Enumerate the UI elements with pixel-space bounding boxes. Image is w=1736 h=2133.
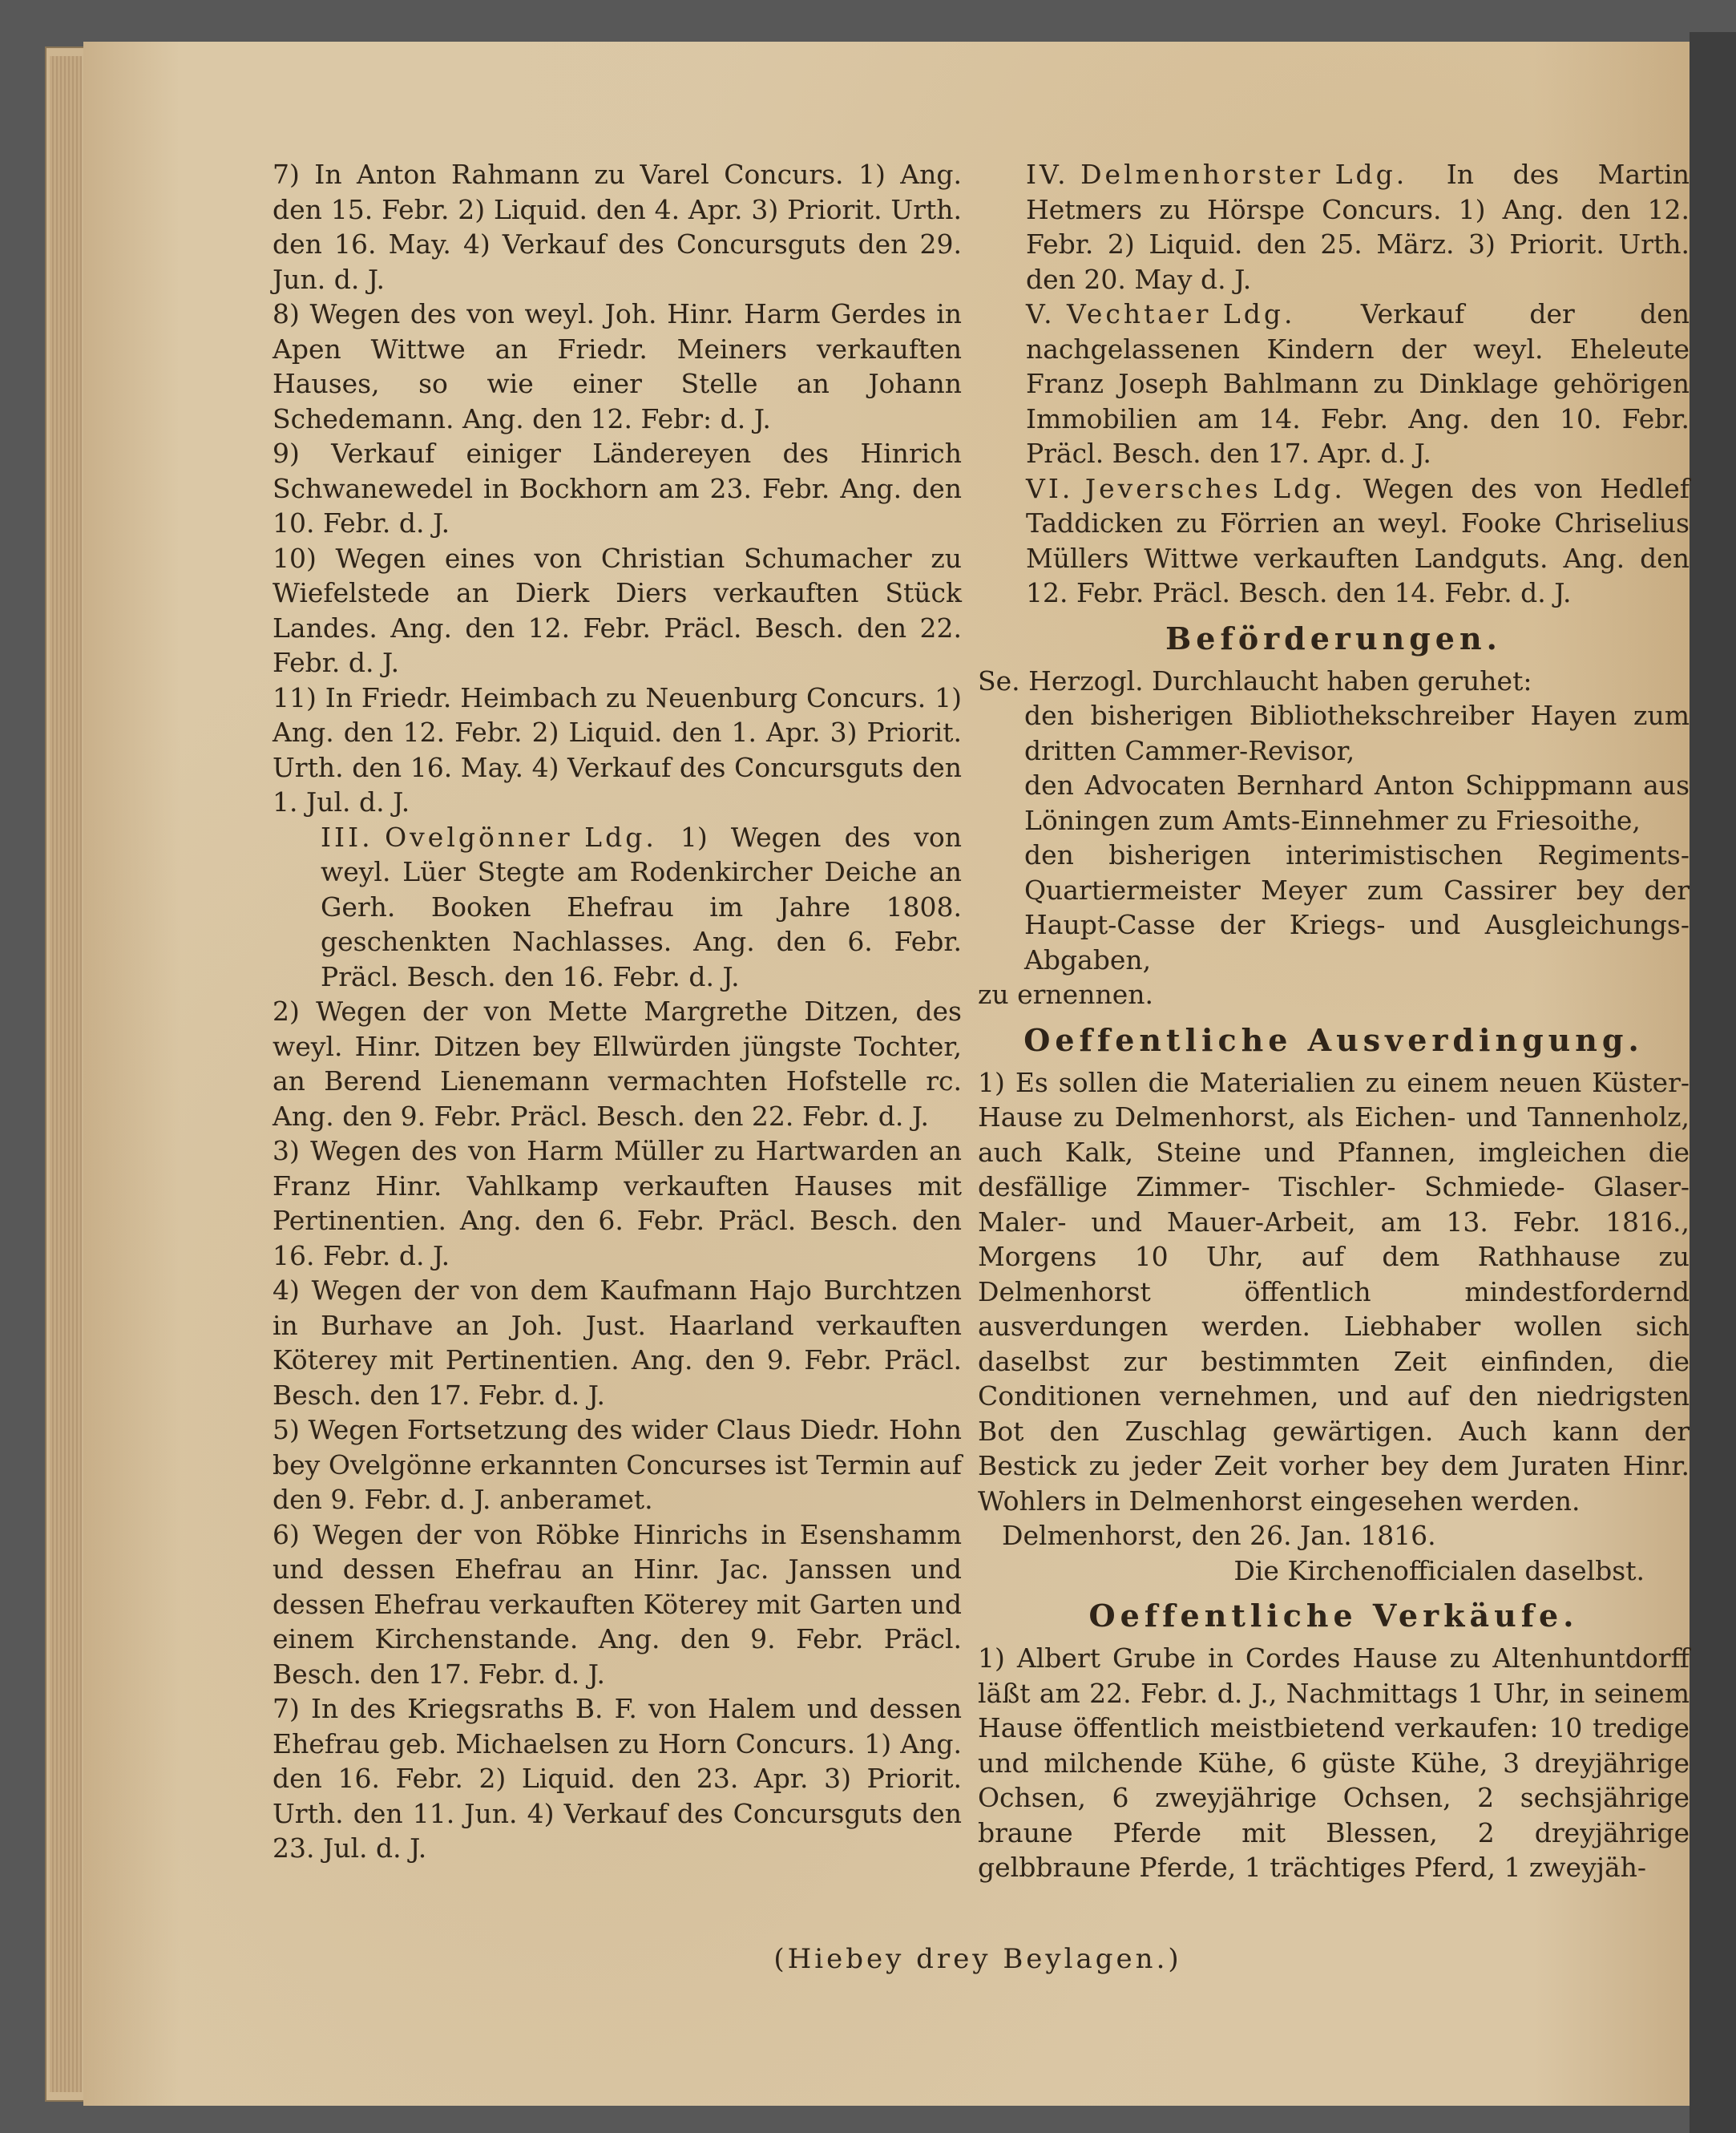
paragraph: 2) Wegen der von Mette Margrethe Ditzen, des weyl. Hinr. Ditzen bey Ellwürden jüngste Tochter, an Berend Lienemann vermachten Hofstelle rc. Ang. den 9. Febr. Präcl. Besch. den 22. Febr. d. J. [273,996,962,1132]
promotion-item: den bisherigen interimistischen Regiments-Quartiermeister Meyer zum Cassirer bey der Haupt-Casse der Kriegs- und Ausgleichungs-Abgaben, [1024,839,1690,976]
paragraph: 10) Wegen eines von Christian Schumacher zu Wiefelstede an Dierk Diers verkauften Stück Landes. Ang. den 12. Febr. Präcl. Besch. den 22. Febr. d. J. [273,542,962,678]
section-heading-sales: Oeffentliche Verkäufe. [1088,1598,1579,1634]
district-label: VI. Jeversches Ldg. [1026,472,1346,504]
left-column [273,157,962,1866]
promotion-item: den Advocaten Bernhard Anton Schippmann aus Löningen zum Amts-Einnehmer zu Friesoithe, [1024,770,1690,836]
paragraph: 6) Wegen der von Röbke Hinrichs in Esenshamm und dessen Ehefrau an Hinr. Jac. Janssen und dessen Ehefrau verkauften Köterey mit Garten und einem Kirchenstande. Ang. den 9. Febr. Präcl. Besch. den 17. Febr. d. J. [273,1518,962,1690]
paragraph: 3) Wegen des von Harm Müller zu Hartwarden an Franz Hinr. Vahlkamp verkauften Hauses mit Pertinentien. Ang. den 6. Febr. Präcl. Besch. den 16. Febr. d. J. [273,1135,962,1271]
footer-note: (Hiebey drey Beylagen.) [773,1943,1182,1975]
paragraph: 4) Wegen der von dem Kaufmann Hajo Burchtzen in Burhave an Joh. Just. Haarland verkauften Köterey mit Pertinentien. Ang. den 9. Febr. Präcl. Besch. den 17. Febr. d. J. [273,1275,962,1411]
paragraph-text: Verkauf der den nachgelassenen Kindern der weyl. Eheleute Franz Joseph Bahlmann zu Dinklage gehörigen Immobilien am 14. Febr. Ang. den 10. Febr. Präcl. Besch. den 17. Apr. d. J. [1026,298,1690,469]
tender-date: Delmenhorst, den 26. Jan. 1816. [1002,1520,1436,1551]
tender-signature: Die Kirchenofficialen daselbst. [1233,1554,1645,1586]
district-label: IV. Delmenhorster Ldg. [1026,159,1408,190]
paragraph: 9) Verkauf einiger Ländereyen des Hinrich Schwanewedel in Bockhorn am 23. Febr. Ang. den 10. Febr. d. J. [273,438,962,539]
paragraph: 11) In Friedr. Heimbach zu Neuenburg Concurs. 1) Ang. den 12. Febr. 2) Liquid. den 1. Apr. 3) Priorit. Urth. den 16. May. 4) Verkauf des Concursguts den 1. Jul. d. J. [273,681,962,818]
paragraph: 5) Wegen Fortsetzung des wider Claus Diedr. Hohn bey Ovelgönne erkannten Concurses ist Termin auf den 9. Febr. d. J. anberamet. [273,1414,962,1515]
paragraph [978,471,1690,611]
paragraph: 8) Wegen des von weyl. Joh. Hinr. Harm Gerdes in Apen Wittwe an Friedr. Meiners verkauften Hauses, so wie einer Stelle an Johann Schedemann. Ang. den 12. Febr: d. J. [273,298,962,434]
promotion-item: den bisherigen Bibliothekschreiber Hayen zum dritten Cammer-Revisor, [1024,700,1690,766]
sales-text: 1) Albert Grube in Cordes Hause zu Altenhuntdorff läßt am 22. Febr. d. J., Nachmittags 1 Uhr, in seinem Hause öffentlich meistbietend verkaufen: 10 tredige und milchende Kühe, 6 güste Kühe, 3 dreyjährige Ochsen, 6 zweyjährige Ochsen, 2 sechsjährige braune Pferde mit Blessen, 2 dreyjährige gelbbraune Pferde, 1 trächtiges Pferd, 1 zweyjäh- [978,1642,1690,1883]
paragraph [978,297,1690,471]
section-heading-promotions: Beförderungen. [1165,620,1502,656]
promotions-end: zu ernennen. [978,979,1153,1010]
paragraph-text: Wegen des von Hedlef Taddicken zu Förrien an weyl. Fooke Chriselius Müllers Wittwe verkauften Landguts. Ang. den 12. Febr. Präcl. Besch. den 14. Febr. d. J. [1026,472,1690,608]
binding-shadow [1690,32,1736,2133]
district-label: V. Vechtaer Ldg. [1026,298,1296,329]
paragraph-text: 1) Wegen des von weyl. Lüer Stegte am Rodenkircher Deiche an Gerh. Booken Ehefrau im Jahre 1808. geschenkten Nachlasses. Ang. den 6. Febr. Präcl. Besch. den 16. Febr. d. J. [321,821,962,992]
district-label: III. Ovelgönner Ldg. [321,821,657,853]
paragraph: 7) In Anton Rahmann zu Varel Concurs. 1) Ang. den 15. Febr. 2) Liquid. den 4. Apr. 3) Priorit. Urth. den 16. May. 4) Verkauf des Concursguts den 29. Jun. d. J. [273,159,962,295]
paragraph: 7) In des Kriegsraths B. F. von Halem und dessen Ehefrau geb. Michaelsen zu Horn Concurs. 1) Ang. den 16. Febr. 2) Liquid. den 23. Apr. 3) Priorit. Urth. den 11. Jun. 4) Verkauf des Concursguts den 23. Jul. d. J. [273,1693,962,1864]
tender-text: 1) Es sollen die Materialien zu einem neuen Küster-Hause zu Delmenhorst, als Eichen- und Tannenholz, auch Kalk, Steine und Pfannen, imgleichen die desfällige Zimmer- Tischler- Schmiede- Glaser- Maler- und Mauer-Arbeit, am 13. Febr. 1816., Morgens 10 Uhr, auf dem Rathhause zu Delmenhorst öffentlich mindestfordernd ausverdungen werden. Liebhaber wollen sich daselbst zur bestimmten Zeit einfinden, die Conditionen vernehmen, und auf den niedrigsten Bot den Zuschlag gewärtigen. Auch kann der Bestick zu jeder Zeit vorher bey dem Juraten Hinr. Wohlers in Delmenhorst eingesehen werden. [978,1066,1690,1517]
paragraph [273,820,962,995]
paragraph [978,157,1690,297]
stacked-page-edges [50,56,82,2092]
paragraph-text: In des Martin Hetmers zu Hörspe Concurs. 1) Ang. den 12. Febr. 2) Liquid. den 25. März. 3) Priorit. Urth. den 20. May d. J. [1026,159,1690,295]
promotions-intro: Se. Herzogl. Durchlaucht haben geruhet: [978,665,1532,697]
right-column [978,157,1690,1885]
section-heading-tender: Oeffentliche Ausverdingung. [1023,1021,1644,1058]
